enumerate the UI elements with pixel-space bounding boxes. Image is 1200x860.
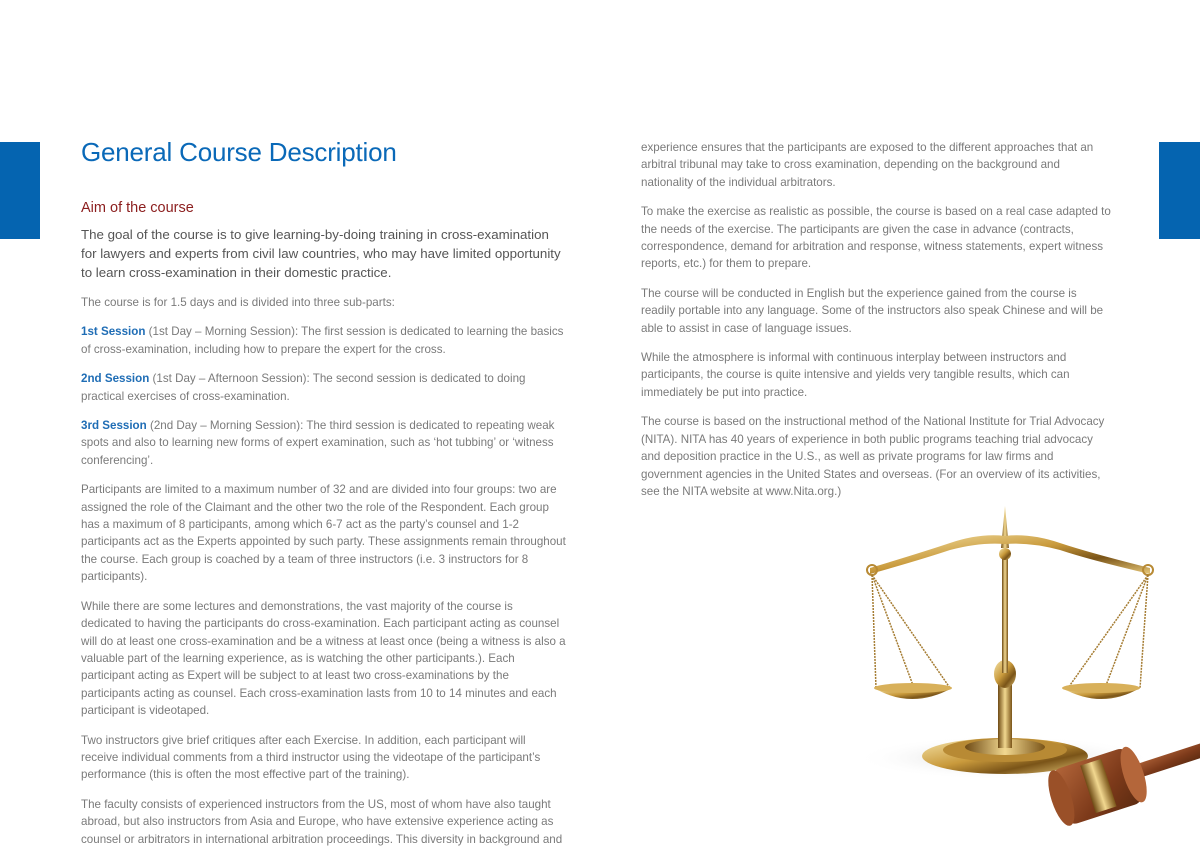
session-1-label: 1st Session [81,325,146,339]
session-1-text: (1st Day – Morning Session): The first session is dedicated to learning the basics of cross-examination, including how to prepare the expert for the cross. [81,325,564,356]
paragraph-faculty: The faculty consists of experienced instructors from the US, most of whom have also taught abroad, but also instructors from Asia and Europe, who have extensive experience acting as counsel or arbitrators in international arbitration proceedings. This diversity in background and [81,797,563,846]
left-accent-bar [0,142,40,239]
session-1 [81,323,566,358]
session-2 [81,370,566,405]
page-title: General Course Description [81,137,397,167]
right-column [641,139,1111,512]
left-column [81,136,566,860]
paragraph-atmosphere: While the atmosphere is informal with continuous interplay between instructors and participants, the course is quite intensive and yields very tangible results, which can immediately be put into practice. [641,351,1070,399]
scales-of-justice-and-gavel-icon [840,498,1200,851]
right-accent-bar [1159,142,1200,239]
paragraph-language: The course will be conducted in English but the experience gained from the course is readily portable into any language. Some of the instructors also speak Chinese and will be able to assist in case of language issues. [641,286,1104,335]
session-2-text: (1st Day – Afternoon Session): The second session is dedicated to doing practical exercises of cross-examination. [81,372,526,403]
paragraph-nita: The course is based on the instructional method of the National Institute for Trial Advocacy (NITA). NITA has 40 years of experience in both public programs teaching trial advocacy and deposition practice in the U.S., as well as private programs for law firms and government agencies in the United States and overseas. (For an overview of its activities, see the NITA website at www.Nita.org.) [641,415,1105,498]
session-3 [81,417,566,469]
lead-paragraph: The goal of the course is to give learning-by-doing training in cross-examination for lawyers and experts from civil law countries, who may have limited opportunity to learn cross-examination in their domestic practice. [81,227,561,280]
session-3-label: 3rd Session [81,419,147,433]
course-intro: The course is for 1.5 days and is divided into three sub-parts: [81,296,395,309]
paragraph-critiques: Two instructors give brief critiques after each Exercise. In addition, each participant will receive individual comments from a third instructor using the videotape of the participant’s performance (this is often the most effective part of the training). [81,733,541,782]
paragraph-realistic: To make the exercise as realistic as possible, the course is based on a real case adapted to the needs of the exercise. The participants are given the case in advance (contracts, correspondence, demand for arbitration and response, witness statements, expert witness reports, etc.) for them to prepare. [641,205,1111,271]
session-2-label: 2nd Session [81,372,150,386]
session-3-text: (2nd Day – Morning Session): The third session is dedicated to repeating weak spots and also to learning new forms of expert examination, such as ‘hot tubbing’ or ‘witness conferencing’. [81,419,555,467]
paragraph-lectures: While there are some lectures and demonstrations, the vast majority of the course is dedicated to having the participants do cross-examination. Each participant acting as counsel will do at least one cross-examination and be a witness at least once (being a witness is also a valuable part of the learning experience, as is watching the other participants.). Each participant acting as Expert will be subject to at least two cross-examinations by the participants acting as counsel. Each cross-examination lasts from 10 to 14 minutes and each participant is videotaped. [81,599,566,718]
paragraph-participants: Participants are limited to a maximum number of 32 and are divided into four groups: two are assigned the role of the Claimant and the other two the role of the Respondent. Each group has a maximum of 8 participants, among which 6-7 act as the party’s counsel and 1-2 participants act as the Experts appointed by such party. These assignments remain throughout the course. Each group is coached by a team of three instructors (i.e. 3 instructors for 8 participants). [81,483,566,584]
paragraph-experience: experience ensures that the participants are exposed to the different approaches that an arbitral tribunal may take to cross examination, depending on the background and nationality of the individual arbitrators. [641,141,1094,189]
section-subtitle: Aim of the course [81,200,194,216]
